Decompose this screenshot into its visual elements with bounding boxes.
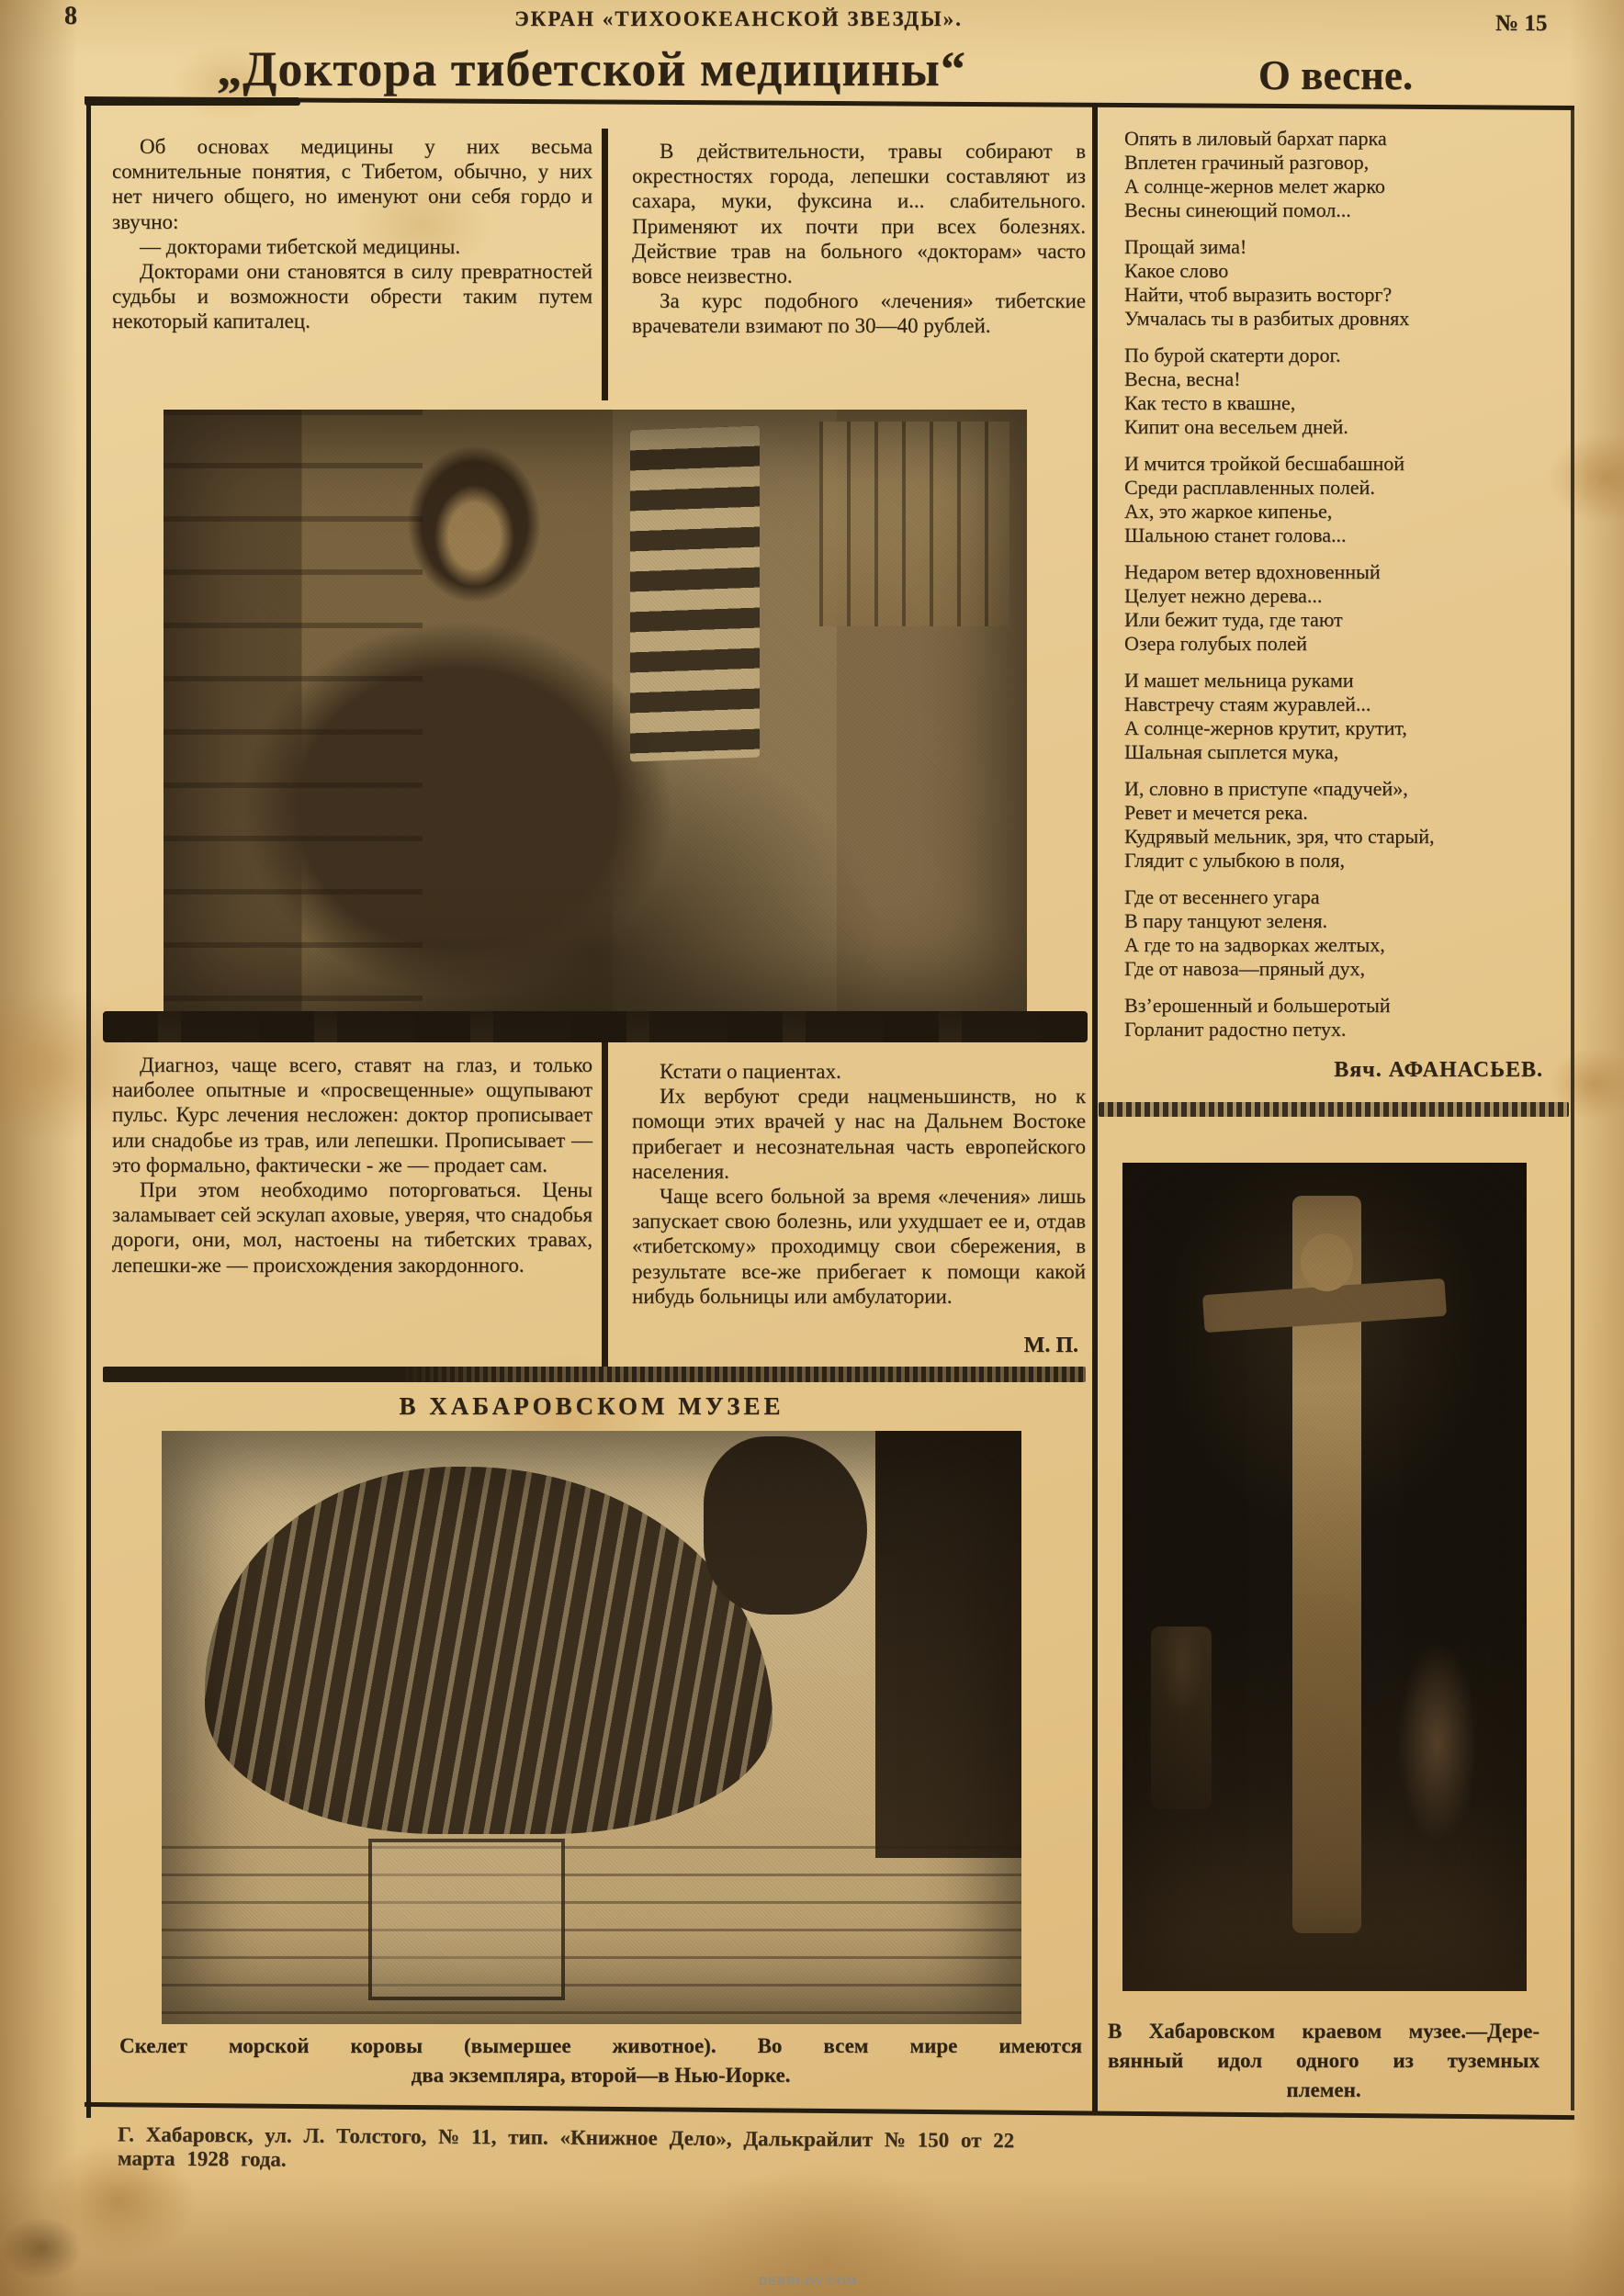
- skeleton-caption: Скелет морской коровы (вымершее животное). Во всем мире имеются два экземпляра, второй—в Нью-Иорке.: [119, 2034, 1082, 2087]
- masthead: ЭКРАН «ТИХООКЕАНСКОЙ ЗВЕЗДЫ».: [514, 7, 963, 30]
- article-below-photo-left: Диагноз, чаще всего, ставят на глаз, и только наиболее опытные и «просвещенные» ощупывают пульс. Курс лечения несложен: доктор прописывает или снадобье из трав, или лепешки. Прописывает — это формально, фактически - же — продает сам. При этом необходимо поторговаться. Цены заламывает сей эскулап аховые, уверяя, что снадобья дороги, они, мол, настоены на тибетских травах, лепешки-же — происхождения закордонного.: [112, 1053, 592, 1277]
- photo-bottom-strip: [103, 1011, 1088, 1042]
- photo-vignette: [162, 1431, 1021, 2024]
- top-rule-thick-segment: [85, 97, 300, 106]
- photo-vignette: [1122, 1163, 1527, 1991]
- tibetan-doctor-photo: [164, 410, 1027, 1012]
- poem-title: О весне.: [1257, 52, 1414, 98]
- left-border-rule: [86, 101, 91, 2118]
- idol-photo: [1122, 1163, 1527, 1991]
- column-divider-bottom: [602, 1032, 608, 1367]
- article-poem-divider-rule: [1092, 105, 1098, 2112]
- watermark: DEBRI-DV.COM: [759, 2274, 858, 2288]
- article-title: „Доктора тибетской медицины“: [217, 41, 966, 96]
- poem-body: Опять в лиловый бархат парка Вплетен грачиный разговор, А солнце-жернов мелет жарко Весны синеющий помол... Прощай зима! Какое слово Найти, чтоб выразить восторг? Умчалась ты в разбитых дровнях По бурой скатерти дорог. Весна, весна! Как тесто в квашне, Кипит она весельем дней. И мчится тройкой бесшабашной Среди расплавленных полей. Ах, это жаркое кипенье, Шальною станет голова... Недаром ветер вдохновенный Целует нежно дерева... Или бежит туда, где тают Озера голубых полей И машет мельница руками Навстречу стаям журавлей... А солнце-жернов крутит, крутит, Шальная сыплется мука, И, словно в приступе «падучей», Ревет и мечется река. Кудрявый мельник, зря, что старый, Глядит с улыбкою в поля, Где от весеннего угара В пару танцуют зеленя. А где то на задворках желтых, Где от навоза—пряный дух, Вз’ерошенный и большеротый Горланит радостно петух.: [1124, 127, 1435, 1041]
- article-column-left: Об основах медицины у них весьма сомнительные понятия, с Тибетом, обычно, у них нет ничего общего, но именуют они себя гордо и звучно: — докторами тибетской медицины. Докторами они становятся в силу превратностей судьбы и возможности обрести таким путем некоторый капиталец.: [112, 135, 592, 333]
- issue-number: № 15: [1495, 11, 1548, 36]
- article-end-bar: [103, 1367, 1086, 1382]
- idol-caption: В Хабаровском краевом музее.—Дере- вянный идол одного из туземных племен.: [1108, 2020, 1539, 2101]
- poem-end-bar: [1099, 1102, 1569, 1117]
- page-number: 8: [64, 2, 77, 30]
- photo-vignette: [164, 410, 1027, 1012]
- skeleton-photo: [162, 1431, 1021, 2024]
- right-border-rule: [1571, 110, 1574, 2110]
- section-header-museum: В ХАБАРОВСКОМ МУЗЕЕ: [399, 1392, 784, 1420]
- article-column-right: В действительности, травы собирают в окрестностях города, лепешки составляют из сахара, муки, фуксина и... слабительного. Применяют их почти при всех болезнях. Действие трав на больного «докторам» часто вовсе неизвестно. За курс подобного «лечения» тибетские врачеватели взимают по 30—40 рублей.: [632, 140, 1086, 338]
- imprint-line: Г. Хабаровск, ул. Л. Толстого, № 11, тип. «Книжное Дело», Далькрайлит № 150 от 22 марта 1928 года.: [117, 2122, 1015, 2171]
- author-signature: М. П.: [1023, 1334, 1078, 1357]
- column-divider-top: [602, 129, 608, 400]
- poem-author: Вяч. АФАНАСЬЕВ.: [1334, 1058, 1543, 1082]
- article-below-photo-right: Кстати о пациентах. Их вербуют среди нацменьшинств, но к помощи этих врачей у нас на Дальнем Востоке прибегает и несознательная часть европейского населения. Чаще всего больной за время «лечения» лишь запускает свою болезнь, или ухудшает ее и, отдав «тибетскому» проходимцу свои сбережения, в результате все-же прибегает к помощи какой нибудь больницы или амбулатории.: [632, 1060, 1086, 1308]
